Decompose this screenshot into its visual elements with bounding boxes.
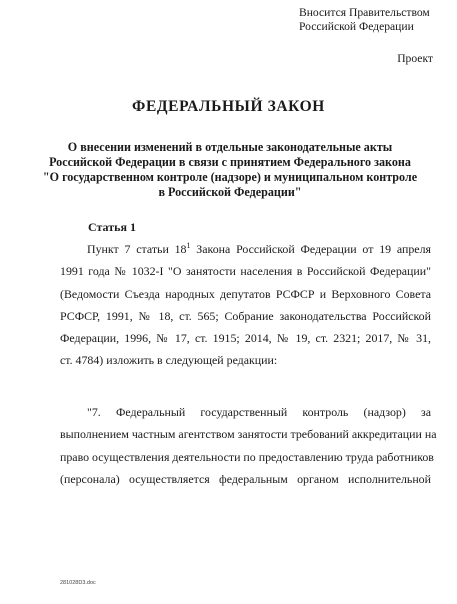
paragraph-1-line: РСФСР, 1991, № 18, ст. 565; Собрание законодательства Российской: [60, 308, 431, 323]
paragraph-1: [60, 238, 431, 372]
superscript-number: 1: [186, 241, 191, 251]
article-heading: Статья 1: [88, 220, 136, 234]
law-subject-line: О внесении изменений в отдельные законодательные акты: [67, 140, 393, 154]
paragraph-2-line: (персонала) осуществляется федеральным органом исполнительной: [60, 471, 431, 486]
paragraph-1-line: 1991 года № 1032-I "О занятости населения в Российской Федерации": [60, 264, 431, 279]
submitted-by-line-2: Российской Федерации: [299, 20, 414, 33]
footer-filename: 281028D3.doc: [60, 580, 96, 586]
paragraph-2-line: "7. Федеральный государственный контроль (надзор) за: [87, 405, 431, 419]
paragraph-2-line: выполнением частным агентством занятости требований аккредитации на: [60, 427, 437, 442]
law-subject-line: в Российской Федерации": [158, 185, 302, 199]
project-label: Проект: [397, 52, 433, 65]
law-subject-line: "О государственном контроле (надзоре) и муниципальном контроле: [42, 170, 418, 184]
document-title: ФЕДЕРАЛЬНЫЙ ЗАКОН: [132, 98, 325, 115]
law-subject-line: Российской Федерации в связи с принятием Федерального закона: [49, 155, 411, 169]
submitted-by-line-1: Вносится Правительством: [299, 6, 430, 19]
paragraph-1-line: Федерации, 1996, № 17, ст. 1915; 2014, № 19, ст. 2321; 2017, № 31,: [60, 331, 431, 346]
law-subject: [40, 140, 420, 200]
paragraph-1-line-1-start: Пункт 7 статьи 18: [87, 242, 187, 256]
paragraph-1-line: ст. 4784) изложить в следующей редакции:: [60, 353, 278, 368]
submitted-by-block: [299, 6, 430, 34]
paragraph-2-line: право осуществления деятельности по предоставлению труда работников: [60, 449, 434, 464]
paragraph-1-line-1-end: Закона Российской Федерации от 19 апреля: [190, 242, 431, 256]
paragraph-1-line: [60, 238, 431, 260]
paragraph-2: [60, 401, 437, 490]
paragraph-1-line: (Ведомости Съезда народных депутатов РСФСР и Верховного Совета: [60, 286, 431, 301]
